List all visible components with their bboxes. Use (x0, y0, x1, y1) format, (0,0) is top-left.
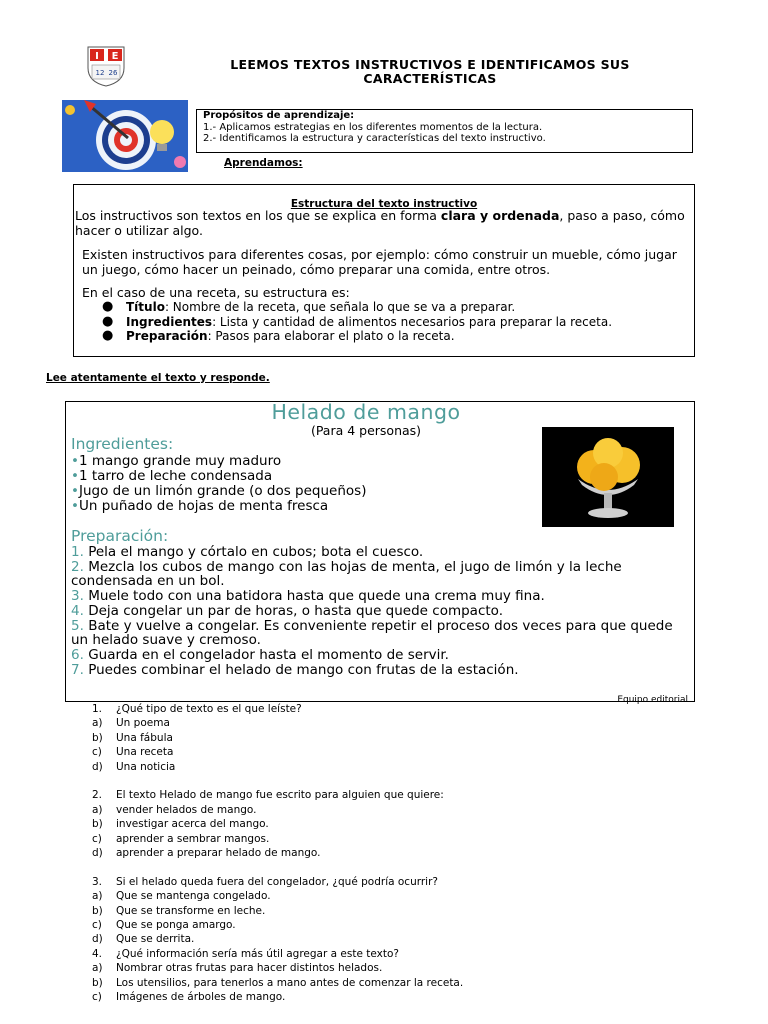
list-item: ● Título: Nombre de la receta, que señala lo que se va a preparar. (102, 299, 516, 314)
list-item: •Un puñado de hojas de menta fresca (71, 498, 329, 514)
bullet-icon: ● (102, 328, 114, 343)
answer-option: b) investigar acerca del mango. (92, 818, 269, 831)
svg-text:12: 12 (95, 69, 105, 77)
question: 2. El texto Helado de mango fue escrito para alguien que quiere: (92, 789, 444, 802)
learning-purposes-box (196, 109, 693, 153)
credit-label: Equipo editorial (617, 695, 688, 705)
list-item: 7. Puedes combinar el helado de mango con frutas de la estación. (71, 661, 519, 678)
list-item: 6. Guarda en el congelador hasta el momento de servir. (71, 646, 449, 663)
bullet-icon: • (71, 483, 79, 499)
answer-option: d) aprender a preparar helado de mango. (92, 847, 321, 860)
bullet-icon: ● (102, 313, 114, 329)
answer-option: a) vender helados de mango. (92, 803, 257, 816)
aprendamos-heading: Aprendamos: (224, 157, 303, 169)
purpose-item: 2.- Identificamos la estructura y características del texto instructivo. (203, 133, 546, 144)
questions-section (92, 702, 692, 1005)
list-item: •1 tarro de leche condensada (71, 468, 273, 484)
list-item: •1 mango grande muy maduro (71, 453, 282, 469)
preparation-steps (71, 545, 691, 677)
mango-icecream-photo (542, 427, 674, 527)
answer-option: a) Nombrar otras frutas para hacer distintos helados. (92, 962, 383, 975)
answer-option: a) Que se mantenga congelado. (92, 890, 271, 903)
answer-option: c) Que se ponga amargo. (92, 919, 236, 932)
answer-option: b) Que se transforme en leche. (92, 904, 266, 917)
structure-paragraph-2: Existen instructivos para diferentes cosas, por ejemplo: cómo construir un mueble, cómo jugar un juego, cómo hacer un peinado, cómo preparar una comida, entre otros. (82, 247, 677, 277)
recipe-subtitle: (Para 4 personas) (310, 423, 422, 438)
list-item: 5. Bate y vuelve a congelar. Es conveniente repetir el proceso dos veces para que quede un helado suave y cremoso. (71, 617, 673, 649)
bullet-icon: • (71, 453, 79, 469)
answer-option: a) Un poema (92, 717, 170, 730)
answer-option: c) Imágenes de árboles de mango. (92, 991, 286, 1004)
bullet-icon: ● (102, 299, 114, 314)
question: 4. ¿Qué información sería más útil agregar a este texto? (92, 947, 399, 960)
svg-text:I: I (95, 51, 99, 62)
bullet-icon: • (71, 498, 79, 514)
page-title: LEEMOS TEXTOS INSTRUCTIVOS E IDENTIFICAMOS SUS CARACTERÍSTICAS (230, 57, 630, 86)
ingredients-list (71, 454, 366, 514)
answer-option: b) Los utensilios, para tenerlos a mano antes de comenzar la receta. (92, 976, 464, 989)
answer-option: d) Una noticia (92, 760, 176, 773)
list-item: ● Ingredientes: Lista y cantidad de alimentos necesarios para preparar la receta. (102, 313, 613, 329)
list-item: ● Preparación: Pasos para elaborar el plato o la receta. (102, 328, 455, 343)
question: 1. ¿Qué tipo de texto es el que leíste? (92, 703, 302, 715)
svg-text:26: 26 (108, 69, 118, 77)
list-item: 2. Mezcla los cubos de mango con las hojas de menta, el jugo de limón y la leche condensada en un bol. (71, 558, 622, 590)
structure-paragraph-3: En el caso de una receta, su estructura es: (82, 285, 350, 300)
school-logo (84, 44, 128, 88)
answer-option: c) aprender a sembrar mangos. (92, 832, 270, 845)
structure-title: Estructura del texto instructivo (290, 198, 478, 210)
bullet-icon: • (71, 468, 79, 484)
question: 3. Si el helado queda fuera del congelador, ¿qué podría ocurrir? (92, 875, 438, 888)
preparation-heading: Preparación: (71, 527, 169, 545)
target-illustration (62, 100, 188, 172)
purposes-title: Propósitos de aprendizaje: (203, 110, 355, 121)
ingredients-heading: Ingredientes: (71, 435, 174, 453)
structure-list (102, 300, 612, 344)
reading-instruction: Lee atentamente el texto y responde. (46, 372, 270, 384)
list-item: 3. Muele todo con una batidora hasta que quede una crema muy fina. (71, 588, 545, 605)
purpose-item: 1.- Aplicamos estrategias en los diferentes momentos de la lectura. (203, 121, 543, 133)
answer-option: c) Una receta (92, 746, 174, 759)
structure-paragraph-1: Los instructivos son textos en los que se explica en forma clara y ordenada, paso a paso, cómo hacer o utilizar algo. (75, 208, 685, 238)
answer-option: b) Una fábula (92, 731, 173, 744)
svg-text:E: E (111, 51, 119, 62)
recipe-title: Helado de mango (271, 400, 461, 424)
list-item: 4. Deja congelar un par de horas, o hasta que quede compacto. (71, 602, 503, 619)
list-item: 1. Pela el mango y córtalo en cubos; bota el cuesco. (71, 544, 424, 560)
answer-option: d) Que se derrita. (92, 933, 195, 946)
structure-box (73, 184, 695, 357)
list-item: •Jugo de un limón grande (o dos pequeños) (71, 483, 367, 499)
